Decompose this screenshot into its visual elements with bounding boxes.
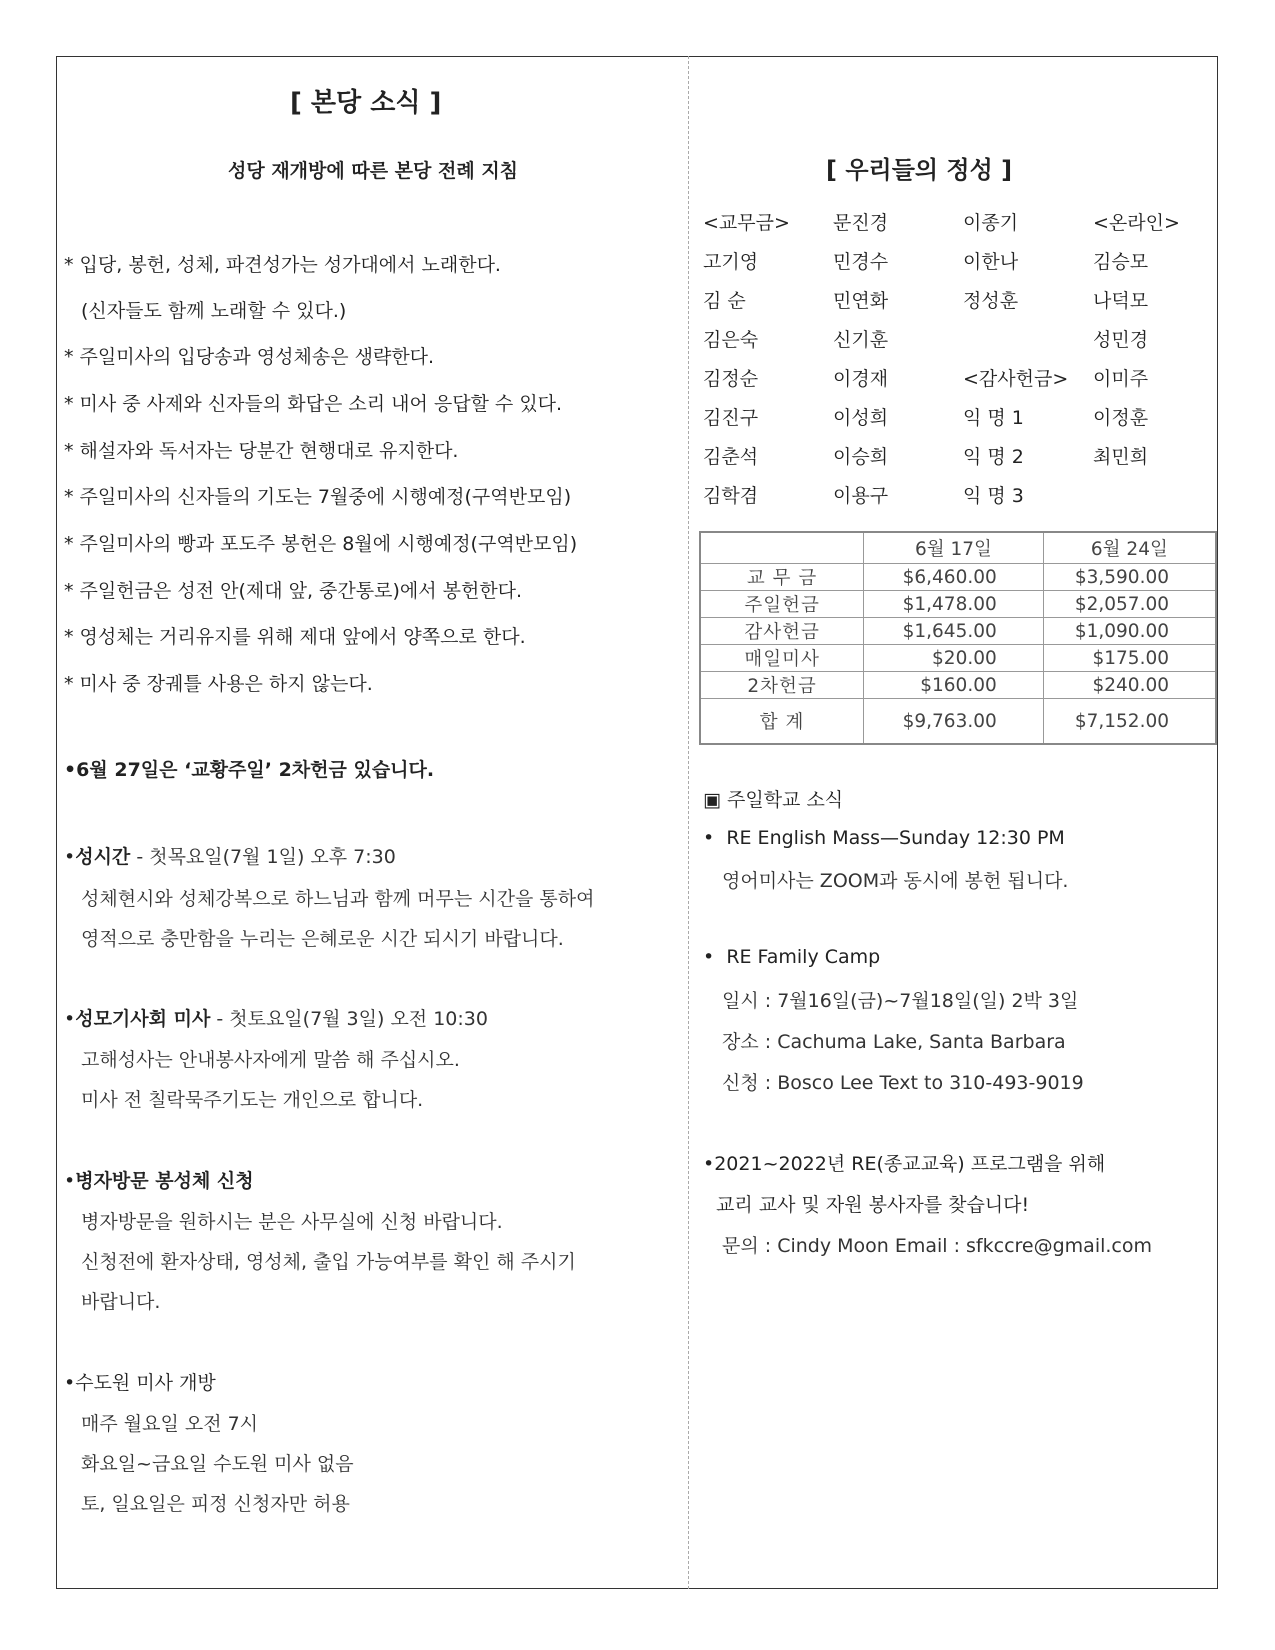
table-row (700, 564, 1216, 591)
guideline-item: * 영성체는 거리유지를 위해 제대 앞에서 양쪽으로 한다. (64, 626, 526, 648)
bullet-dot: • (64, 846, 76, 868)
table-cell: $7,152.00 (1043, 699, 1216, 745)
convent-mass-line: 화요일~금요일 수도원 미사 없음 (81, 1453, 354, 1475)
bullet-dot: • (64, 1008, 76, 1030)
donor-name: 나덕모 (1093, 290, 1149, 312)
sunday-school-heading: ▣ 주일학교 소식 (703, 789, 844, 811)
offering-table (699, 531, 1217, 745)
guideline-item: * 주일헌금은 성전 안(제대 앞, 중간통로)에서 봉헌한다. (64, 580, 523, 602)
donor-name: 이종기 (963, 212, 1019, 234)
guideline-item: * 주일미사의 입당송과 영성체송은 생략한다. (64, 346, 435, 368)
table-cell: $3,590.00 (1043, 564, 1216, 591)
donor-name: 이승희 (833, 446, 889, 468)
donor-name: <감사헌금> (963, 368, 1069, 390)
donor-name: 민연화 (833, 290, 889, 312)
table-cell: 감사헌금 (700, 618, 864, 645)
convent-mass-heading: •수도원 미사 개방 (64, 1372, 216, 1394)
table-row (700, 672, 1216, 699)
table-cell: 주일헌금 (700, 591, 864, 618)
table-cell: $160.00 (864, 672, 1044, 699)
guideline-item: * 해설자와 독서자는 당분간 현행대로 유지한다. (64, 440, 459, 462)
donor-name: 김진구 (703, 407, 759, 429)
holy-hour-line: 성체현시와 성체강복으로 하느님과 함께 머무는 시간을 통하여 (81, 888, 595, 910)
column-divider (688, 56, 689, 1589)
donor-name: 이미주 (1093, 368, 1149, 390)
bullet-dot: • (703, 946, 715, 968)
re-program-item: •2021~2022년 RE(종교교육) 프로그램을 위해 (703, 1153, 1106, 1175)
guideline-item: * 미사 중 사제와 신자들의 화답은 소리 내어 응답할 수 있다. (64, 393, 563, 415)
re-program-line: 교리 교사 및 자원 봉사자를 찾습니다! (716, 1194, 1030, 1216)
donor-name: 신기훈 (833, 329, 889, 351)
table-cell: $2,057.00 (1043, 591, 1216, 618)
donor-name: <온라인> (1093, 212, 1180, 234)
re-program-contact: 문의 : Cindy Moon Email : sfkccre@gmail.com (722, 1235, 1152, 1257)
table-total-row (700, 699, 1216, 745)
table-cell: 교 무 금 (700, 564, 864, 591)
donor-name: 김승모 (1093, 251, 1149, 273)
bullet-dot: • (64, 759, 77, 781)
table-cell: 매일미사 (700, 645, 864, 672)
table-cell: 2차헌금 (700, 672, 864, 699)
donor-name: 이성희 (833, 407, 889, 429)
donor-name: 문진경 (833, 212, 889, 234)
marian-mass-line: 고해성사는 안내봉사자에게 말씀 해 주십시오. (81, 1049, 460, 1071)
table-cell: $1,645.00 (864, 618, 1044, 645)
sick-visit-line: 병자방문을 원하시는 분은 사무실에 신청 바랍니다. (81, 1211, 503, 1233)
left-title: [ 본당 소식 ] (290, 88, 442, 118)
guideline-item: (신자들도 함께 노래할 수 있다.) (81, 300, 347, 322)
donor-name: 익 명 1 (963, 407, 1024, 429)
table-cell: $6,460.00 (864, 564, 1044, 591)
table-row (700, 591, 1216, 618)
donor-name: 김정순 (703, 368, 759, 390)
donor-name: 익 명 3 (963, 485, 1024, 507)
english-mass-line: 영어미사는 ZOOM과 동시에 봉헌 됩니다. (722, 870, 1069, 892)
donor-name: 성민경 (1093, 329, 1149, 351)
donor-name: 익 명 2 (963, 446, 1024, 468)
family-camp-line: 신청 : Bosco Lee Text to 310-493-9019 (722, 1072, 1084, 1094)
donor-name: 고기영 (703, 251, 759, 273)
donor-name: 이용구 (833, 485, 889, 507)
table-header-cell (700, 532, 864, 564)
bullet-dot: • (703, 1153, 715, 1175)
bullet-dot: • (64, 1170, 76, 1192)
table-cell: $9,763.00 (864, 699, 1044, 745)
right-title: [ 우리들의 정성 ] (826, 156, 1013, 184)
convent-mass-line: 토, 일요일은 피정 신청자만 허용 (81, 1493, 350, 1515)
table-cell: $175.00 (1043, 645, 1216, 672)
donor-name: 최민희 (1093, 446, 1149, 468)
sick-visit-line: 바랍니다. (81, 1291, 161, 1313)
table-header-cell: 6월 24일 (1043, 532, 1216, 564)
table-cell: $240.00 (1043, 672, 1216, 699)
guideline-item: * 주일미사의 빵과 포도주 봉헌은 8월에 시행예정(구역반모임) (64, 533, 578, 555)
sick-visit-line: 신청전에 환자상태, 영성체, 출입 가능여부를 확인 해 주시기 (81, 1251, 576, 1273)
family-camp-line: 일시 : 7월16일(금)~7월18일(일) 2박 3일 (722, 990, 1079, 1012)
donor-name: <교무금> (703, 212, 790, 234)
table-cell: 합 계 (700, 699, 864, 745)
second-collection-notice: •6월 27일은 ‘교황주일’ 2차헌금 있습니다. (64, 759, 435, 781)
donor-name: 민경수 (833, 251, 889, 273)
table-row (700, 645, 1216, 672)
family-camp-line: 장소 : Cachuma Lake, Santa Barbara (722, 1031, 1066, 1053)
guideline-item: * 미사 중 장궤틀 사용은 하지 않는다. (64, 673, 373, 695)
table-header-row (700, 532, 1216, 564)
bullet-dot: • (64, 1372, 76, 1394)
convent-mass-line: 매주 월요일 오전 7시 (81, 1413, 259, 1435)
donor-name: 김은숙 (703, 329, 759, 351)
donor-name: 이한나 (963, 251, 1019, 273)
holy-hour-heading: •성시간 - 첫목요일(7월 1일) 오후 7:30 (64, 846, 396, 868)
page-frame (56, 56, 1218, 1589)
donor-name: 김춘석 (703, 446, 759, 468)
table-cell: $1,478.00 (864, 591, 1044, 618)
liturgy-guideline-title: 성당 재개방에 따른 본당 전례 지침 (228, 160, 519, 182)
holy-hour-line: 영적으로 충만함을 누리는 은혜로운 시간 되시기 바랍니다. (81, 928, 564, 950)
table-row (700, 618, 1216, 645)
donor-name: 김 순 (703, 290, 746, 312)
donor-name: 김학겸 (703, 485, 759, 507)
table-cell: $1,090.00 (1043, 618, 1216, 645)
bullet-dot: • (703, 827, 715, 849)
guideline-item: * 주일미사의 신자들의 기도는 7월중에 시행예정(구역반모임) (64, 486, 572, 508)
donor-name: 이정훈 (1093, 407, 1149, 429)
family-camp-item: • RE Family Camp (703, 946, 881, 968)
donor-name: 정성훈 (963, 290, 1019, 312)
donor-name: 이경재 (833, 368, 889, 390)
english-mass-item: • RE English Mass—Sunday 12:30 PM (703, 827, 1065, 849)
marian-mass-line: 미사 전 칠락묵주기도는 개인으로 합니다. (81, 1089, 424, 1111)
sick-visit-heading: •병자방문 봉성체 신청 (64, 1170, 254, 1192)
guideline-item: * 입당, 봉헌, 성체, 파견성가는 성가대에서 노래한다. (64, 254, 501, 276)
marian-mass-heading: •성모기사회 미사 - 첫토요일(7월 3일) 오전 10:30 (64, 1008, 488, 1030)
table-header-cell: 6월 17일 (864, 532, 1044, 564)
table-cell: $20.00 (864, 645, 1044, 672)
